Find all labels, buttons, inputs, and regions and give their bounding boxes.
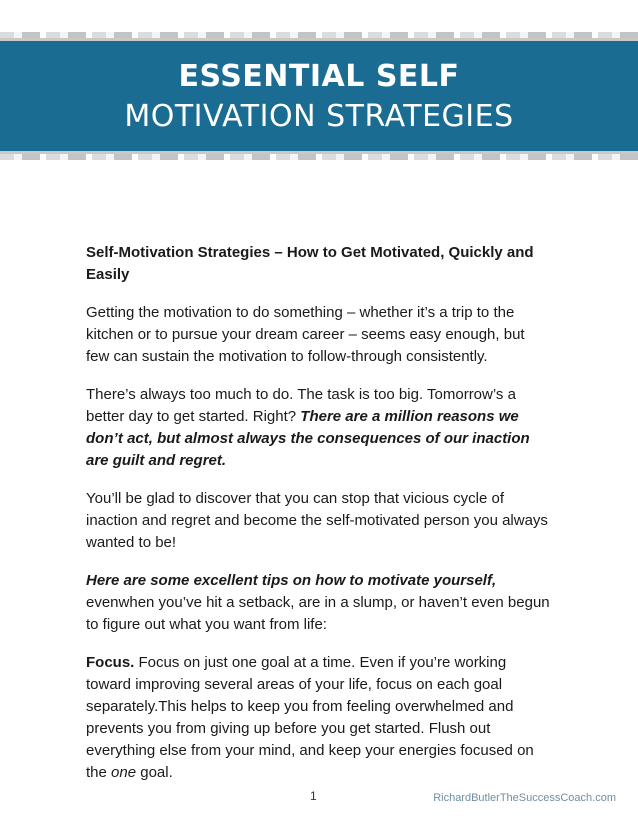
title-line-2: MOTIVATION STRATEGIES [124,99,514,134]
paragraph-5-lead: Focus. [86,654,135,671]
title-line-1: ESSENTIAL SELF [178,59,460,94]
paragraph-5 [86,652,550,784]
paragraph-3: You’ll be glad to discover that you can stop that vicious cycle of inaction and regret and become the self-motivated person you always wanted to be! [86,490,548,551]
paragraph-5-italic: one [111,764,137,781]
article-heading: Self-Motivation Strategies – How to Get Motivated, Quickly and Easily [86,244,534,283]
paragraph-4-emphasis: Here are some excellent tips on how to motivate yourself, [86,572,497,589]
paragraph-2-emphasis: There are a million reasons we don’t act, but almost always the consequences of our inaction are guilt and regret. [86,408,530,469]
title-banner [0,38,638,154]
paragraph-4 [86,570,550,636]
article-body [86,242,550,800]
paragraph-4-text: evenwhen you’ve hit a setback, are in a slump, or haven’t even begun to figure out what you want from life: [86,594,550,633]
paragraph-2 [86,384,550,472]
paragraph-2-text: There’s always too much to do. The task is too big. Tomorrow’s a better day to get started. Right? [86,386,516,425]
footer-website: RichardButlerTheSuccessCoach.com [433,792,616,804]
paragraph-5-end: goal. [136,764,173,781]
paragraph-1: Getting the motivation to do something – whether it’s a trip to the kitchen or to pursue your dream career – seems easy enough, but few can sustain the motivation to follow-through consistently. [86,304,525,365]
page-number: 1 [310,789,317,803]
paragraph-5-text: Focus on just one goal at a time. Even if you’re working toward improving several areas of your life, focus on each goal separately.This helps to keep you from feeling overwhelmed and prevents you from giving up before you get started. Flush out everything else from your mind, and keep your energies focused on the [86,654,534,781]
